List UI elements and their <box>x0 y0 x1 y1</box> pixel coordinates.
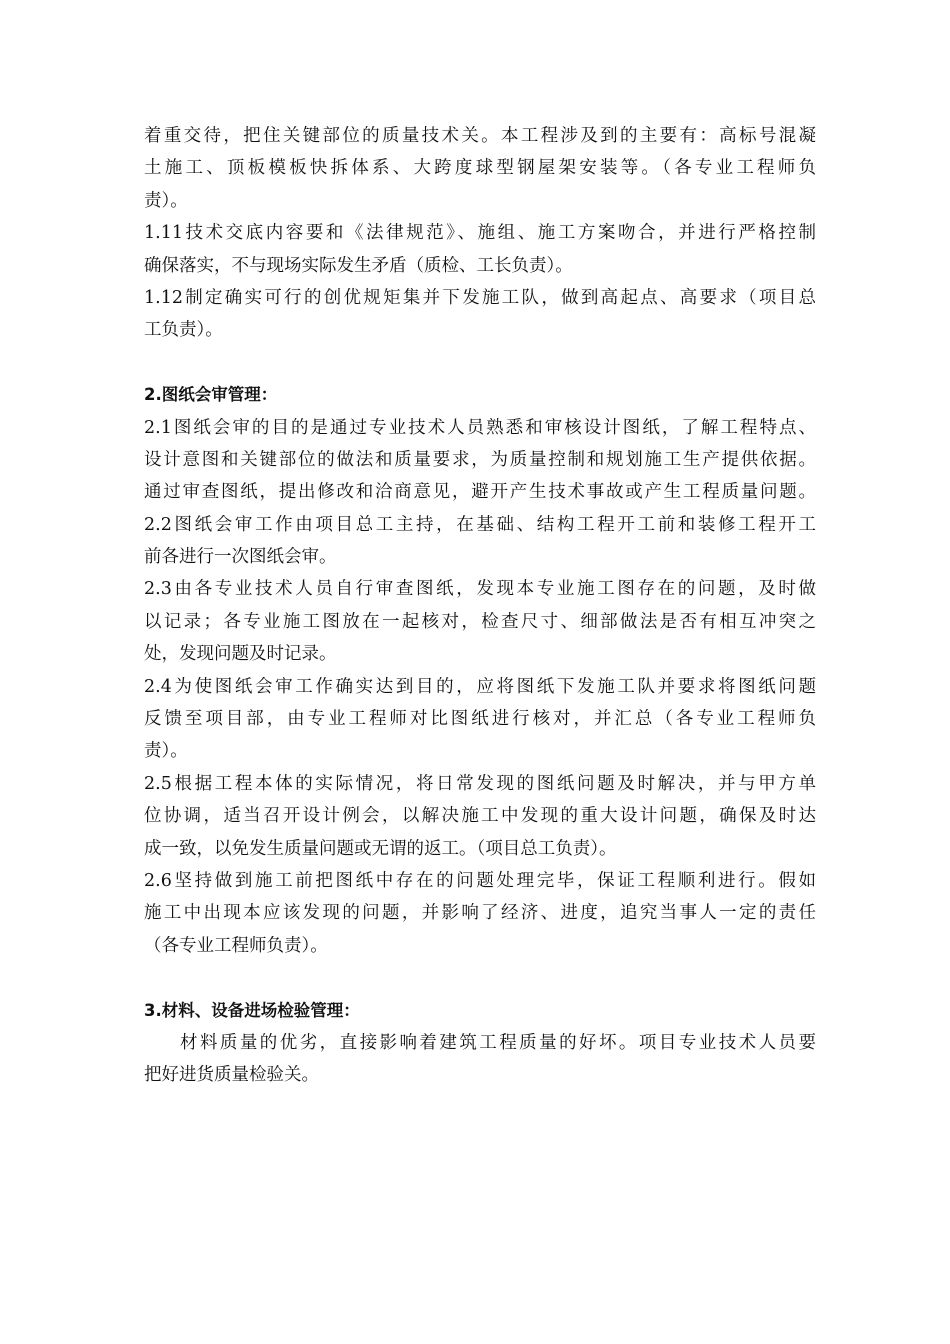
paragraph-line: 成一致，以免发生质量问题或无谓的返工。（项目总工负责）。 <box>144 838 617 859</box>
paragraph-line: 着重交待，把住关键部位的质量技术关。本工程涉及到的主要有：高标号混凝 <box>144 126 816 146</box>
section-2 <box>144 379 816 962</box>
paragraph-line: 2.6坚持做到施工前把图纸中存在的问题处理完毕，保证工程顺利进行。假如 <box>144 870 816 891</box>
paragraph-line: 责）。 <box>144 741 188 762</box>
paragraph-line: 以记录；各专业施工图放在一起核对，检查尺寸、细部做法是否有相互冲突之 <box>144 611 816 632</box>
section-heading: 3.材料、设备进场检验管理： <box>144 1000 360 1020</box>
paragraph-line: 处，发现问题及时记录。 <box>144 644 337 665</box>
paragraph-line: 施工中出现本应该发现的问题，并影响了经济、进度，追究当事人一定的责任 <box>144 903 816 924</box>
paragraph-line: 2.2图纸会审工作由项目总工主持，在基础、结构工程开工前和装修工程开工 <box>144 514 816 535</box>
paragraph-line: 2.5根据工程本体的实际情况，将日常发现的图纸问题及时解决，并与甲方单 <box>144 773 816 794</box>
paragraph-line: 设计意图和关键部位的做法和质量要求，为质量控制和规划施工生产提供依据。 <box>144 449 816 470</box>
paragraph-line: 责）。 <box>144 190 188 211</box>
paragraph-line: 2.3由各专业技术人员自行审查图纸，发现本专业施工图存在的问题，及时做 <box>144 579 816 600</box>
paragraph-line: 1.12制定确实可行的创优规矩集并下发施工队，做到高起点、高要求（项目总 <box>144 287 816 308</box>
section-3 <box>144 995 816 1092</box>
paragraph-line: 材料质量的优劣，直接影响着建筑工程质量的好坏。项目专业技术人员要 <box>180 1032 816 1053</box>
paragraph-line: 确保落实，不与现场实际发生矛盾（质检、工长负责）。 <box>144 255 573 276</box>
paragraph-line: 工负责）。 <box>144 320 223 341</box>
paragraph-line: 1.11技术交底内容要和《法律规范》、施组、施工方案吻合，并进行严格控制 <box>144 223 816 244</box>
section-heading: 2.图纸会审管理： <box>144 385 278 405</box>
paragraph-line: 土施工、顶板模板快拆体系、大跨度球型钢屋架安装等。（各专业工程师负 <box>144 158 816 179</box>
paragraph-line: 通过审查图纸，提出修改和洽商意见，避开产生技术事故或产生工程质量问题。 <box>144 482 816 503</box>
paragraph-line: 前各进行一次图纸会审。 <box>144 547 337 568</box>
paragraph-line: （各专业工程师负责）。 <box>144 935 328 956</box>
paragraph-line: 2.4为使图纸会审工作确实达到目的，应将图纸下发施工队并要求将图纸问题 <box>144 676 816 697</box>
paragraph-line: 把好进货质量检验关。 <box>144 1065 319 1086</box>
section-spacer <box>144 962 816 994</box>
paragraph-line: 2.1图纸会审的目的是通过专业技术人员熟悉和审核设计图纸，了解工程特点、 <box>144 417 816 438</box>
section-spacer <box>144 347 816 379</box>
paragraph-line: 位协调，适当召开设计例会，以解决施工中发现的重大设计问题，确保及时达 <box>144 806 816 827</box>
section-1 <box>144 120 816 347</box>
document-body <box>144 120 816 1092</box>
paragraph-line: 反馈至项目部，由专业工程师对比图纸进行核对，并汇总（各专业工程师负 <box>144 709 816 730</box>
